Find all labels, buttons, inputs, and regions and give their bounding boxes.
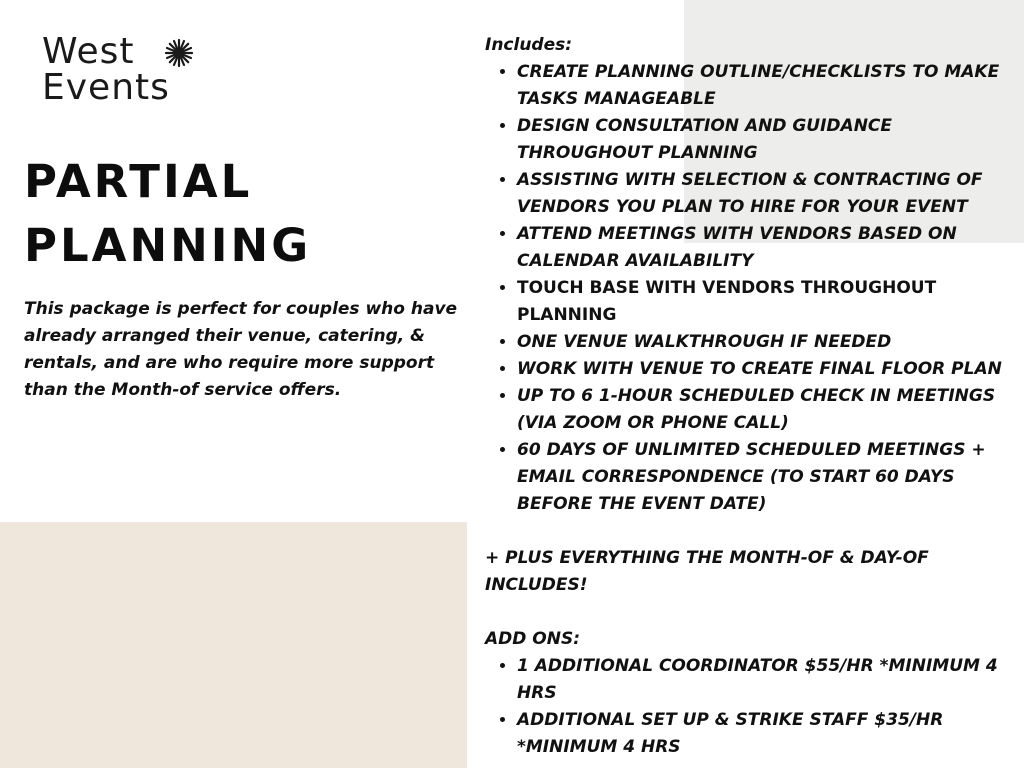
package-details [485,32,1020,761]
logo-line-2: Events [42,67,170,108]
spacer [485,518,1020,545]
list-item: • UP TO 6 1-HOUR SCHEDULED CHECK IN MEETINGS (VIA ZOOM OR PHONE CALL) [517,383,1020,437]
list-item: • ONE VENUE WALKTHROUGH IF NEEDED [517,329,1020,356]
list-item: • DESIGN CONSULTATION AND GUIDANCE THROUGHOUT PLANNING [517,113,1020,167]
includes-list [485,59,1020,518]
title-line-1: PARTIAL [24,155,253,208]
starburst-icon [164,38,194,68]
list-item: • WORK WITH VENUE TO CREATE FINAL FLOOR PLAN [517,356,1020,383]
list-item: • TOUCH BASE WITH VENDORS THROUGHOUT PLANNING [517,275,1020,329]
list-item: • CREATE PLANNING OUTLINE/CHECKLISTS TO MAKE TASKS MANAGEABLE [517,59,1020,113]
beige-background-block [0,522,467,768]
logo-line-1: West [42,31,135,72]
package-description: This package is perfect for couples who have already arranged their venue, catering, & rentals, and are who require more support than the Month-of service offers. [24,299,458,400]
logo [40,31,200,110]
add-ons-list [485,653,1020,761]
plus-note: + PLUS EVERYTHING THE MONTH-OF & DAY-OF INCLUDES! [485,548,929,595]
list-item: • ADDITIONAL SET UP & STRIKE STAFF $35/HR *MINIMUM 4 HRS [517,707,1020,761]
list-item: • 1 ADDITIONAL COORDINATOR $55/HR *MINIMUM 4 HRS [517,653,1020,707]
list-item: • ASSISTING WITH SELECTION & CONTRACTING OF VENDORS YOU PLAN TO HIRE FOR YOUR EVENT [517,167,1020,221]
spacer [485,599,1020,626]
title-line-2: PLANNING [24,219,312,272]
page-title [24,150,311,278]
includes-heading: Includes: [485,35,573,55]
list-item: • ATTEND MEETINGS WITH VENDORS BASED ON CALENDAR AVAILABILITY [517,221,1020,275]
list-item: • 60 DAYS OF UNLIMITED SCHEDULED MEETINGS + EMAIL CORRESPONDENCE (TO START 60 DAYS BEFORE THE EVENT DATE) [517,437,1020,518]
add-ons-heading: ADD ONS: [485,629,581,649]
